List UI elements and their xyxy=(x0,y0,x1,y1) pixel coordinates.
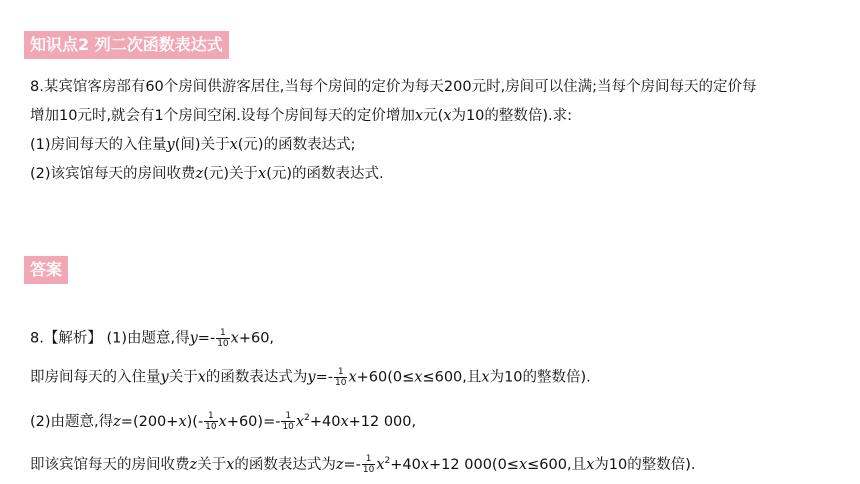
answer-text: ≤600,且 xyxy=(527,456,587,473)
question-text: 为10的整数倍).求: xyxy=(451,108,573,124)
question-text: (元)的函数表达式. xyxy=(266,166,384,182)
answer-line-4 xyxy=(30,452,695,475)
var-x: x xyxy=(258,166,267,182)
var-x: x xyxy=(443,108,452,124)
var-x: x xyxy=(218,413,227,430)
var-x: x xyxy=(376,456,385,473)
fraction-numerator: 1 xyxy=(334,367,347,378)
var-y: y xyxy=(166,137,175,153)
question-line-2 xyxy=(30,107,572,125)
fraction xyxy=(362,454,375,475)
fraction-denominator: 10 xyxy=(362,465,375,476)
var-x: x xyxy=(226,456,235,473)
var-x: x xyxy=(197,369,206,386)
answer-text: 8.【解析】 (1)由题意,得 xyxy=(30,330,190,347)
question-line-1 xyxy=(30,78,757,96)
var-y: y xyxy=(189,330,198,347)
var-x: x xyxy=(230,330,239,347)
exponent: 2 xyxy=(304,413,310,423)
var-x: x xyxy=(229,137,238,153)
answer-text: (2)由题意,得 xyxy=(30,413,114,430)
fraction xyxy=(281,411,294,432)
var-x: x xyxy=(414,108,424,124)
answer-text: 的函数表达式为 xyxy=(205,369,308,386)
var-y: y xyxy=(307,369,316,386)
answer-line-2 xyxy=(30,367,591,388)
answer-text: =- xyxy=(315,369,333,386)
fraction-numerator: 1 xyxy=(216,328,229,339)
answer-text: +40 xyxy=(390,456,421,473)
var-x: x xyxy=(481,369,490,386)
var-x: x xyxy=(518,456,528,473)
answer-text: 关于 xyxy=(197,456,227,473)
answer-text: +40 xyxy=(309,413,341,430)
answer-text: +60)=- xyxy=(226,413,281,430)
fraction xyxy=(204,411,217,432)
var-x: x xyxy=(340,413,349,430)
answer-text: )(- xyxy=(186,413,204,430)
answer-text: 即该宾馆每天的房间收费 xyxy=(30,456,190,473)
answer-line-1 xyxy=(30,328,274,349)
answer-text: +60, xyxy=(238,330,275,347)
var-x: x xyxy=(178,413,187,430)
answer-line-3 xyxy=(30,409,416,432)
fraction-denominator: 10 xyxy=(282,422,294,433)
var-x: x xyxy=(295,413,305,430)
answer-text: =- xyxy=(197,330,216,347)
question-part-2 xyxy=(30,165,384,183)
var-z: z xyxy=(189,456,198,473)
fraction-denominator: 10 xyxy=(205,422,217,433)
question-text: (元)的函数表达式; xyxy=(237,137,356,153)
fraction xyxy=(334,367,347,388)
answer-text: +12 000(0≤ xyxy=(429,456,519,473)
section-tag: 知识点2 列二次函数表达式 xyxy=(24,31,229,59)
var-x: x xyxy=(414,369,423,386)
fraction-numerator: 1 xyxy=(204,411,217,422)
question-text: (元)关于 xyxy=(203,166,259,182)
answer-text: 为10的整数倍). xyxy=(594,456,696,473)
question-text: (2)该宾馆每天的房间收费 xyxy=(30,166,196,182)
fraction xyxy=(216,328,229,349)
question-text: (1)房间每天的入住量 xyxy=(30,137,167,153)
fraction-numerator: 1 xyxy=(281,411,294,422)
question-part-1 xyxy=(30,136,355,154)
fraction-numerator: 1 xyxy=(362,454,375,465)
var-y: y xyxy=(160,369,169,386)
answer-text: 为10的整数倍). xyxy=(489,369,591,386)
question-text: 增加10元时,就会有1个房间空闲.设每个房间每天的定价增加 xyxy=(30,108,415,124)
answer-text: 的函数表达式为 xyxy=(234,456,336,473)
answer-text: =- xyxy=(343,456,361,473)
answer-text: =(200+ xyxy=(120,413,179,430)
exponent: 2 xyxy=(384,456,391,466)
question-text: (间)关于 xyxy=(174,137,230,153)
answer-text: ≤600,且 xyxy=(422,369,482,386)
answer-text: 关于 xyxy=(168,369,198,386)
var-z: z xyxy=(335,456,344,473)
var-x: x xyxy=(420,456,430,473)
answer-tag: 答案 xyxy=(24,256,68,284)
var-z: z xyxy=(113,413,121,430)
answer-text: +12 000, xyxy=(348,413,417,430)
var-x: x xyxy=(348,369,357,386)
var-x: x xyxy=(586,456,595,473)
answer-text: +60(0≤ xyxy=(356,369,415,386)
question-text: 8.某宾馆客房部有60个房间供游客居住,当每个房间的定价为每天200元时,房间可以住满;当每个房间每天的定价每 xyxy=(30,79,757,95)
question-text: 元( xyxy=(423,108,444,124)
var-z: z xyxy=(195,166,204,182)
fraction-denominator: 10 xyxy=(217,339,229,349)
answer-text: 即房间每天的入住量 xyxy=(30,369,161,386)
fraction-denominator: 10 xyxy=(334,378,347,388)
